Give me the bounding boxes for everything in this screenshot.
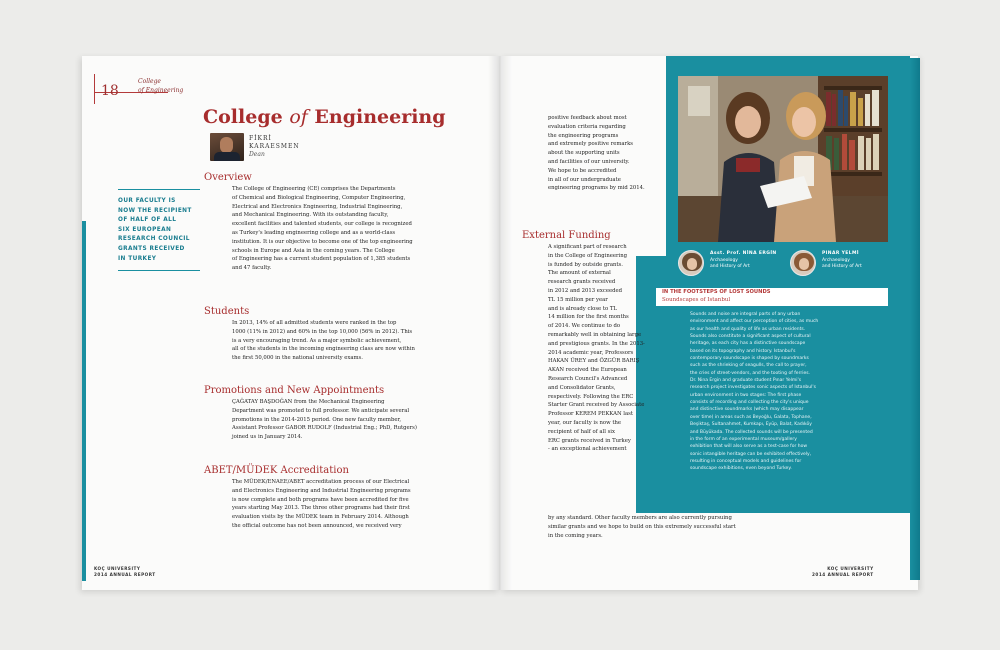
sidebar-text-line: Sounds also constitute a significant aspect of cultural	[690, 334, 811, 340]
right-page	[500, 56, 918, 590]
dean-last-name: KARAESMEN	[249, 143, 300, 150]
title-part-1: College	[203, 106, 290, 128]
sidebar-text-line: based on its topography and history. Istanbul's	[690, 348, 796, 354]
person-1-dept-2: and History of Art	[710, 264, 750, 270]
text-line: promotions in the 2014-2015 period. One new faculty member,	[232, 416, 402, 423]
pull-quote-line: OUR FACULTY IS	[118, 198, 176, 204]
header-rule-vertical	[94, 74, 95, 104]
sidebar-text-line: over time) in areas such as Beyoğlu, Galata, Tophane,	[690, 414, 812, 420]
person-1-name: Asst. Prof. NİNA ERGİN	[710, 251, 777, 256]
text-line: and Consolidator Grants,	[548, 384, 616, 391]
text-line: the official outcome has not been announced, we received very	[232, 522, 402, 529]
person-2-dept-2: and History of Art	[822, 264, 862, 270]
heading-promotions: Promotions and New Appointments	[204, 385, 385, 396]
text-line: positive feedback about most	[548, 115, 627, 121]
text-line: and Mechanical Engineering. With its outstanding faculty,	[232, 212, 389, 219]
text-line: and is already close to TL	[548, 305, 617, 312]
pull-quote-line: RESEARCH COUNCIL	[118, 236, 190, 243]
text-line: Department was promoted to full professor. We anticipate several	[232, 407, 410, 414]
sidebar-text-line: Beşiktaş, Sultanahmet, Kumkapı, Eyüp, Balat, Kadıköy	[690, 422, 812, 428]
person-1-caption	[710, 251, 777, 271]
abet-continued-text	[548, 114, 645, 193]
text-line: 14 million for the first months	[548, 314, 629, 321]
sidebar-text-line: soundscape exhibitions, even beyond Turkey.	[690, 466, 792, 472]
text-line: In 2013, 14% of all admitted students were ranked in the top	[232, 320, 397, 326]
pull-quote	[118, 189, 200, 271]
sidebar-subtitle: Soundscapes of Istanbul	[662, 297, 731, 303]
text-line: Electrical and Electronics Engineering, Industrial Engineering,	[232, 203, 403, 210]
running-header-line-1: College	[138, 78, 161, 85]
text-line: ÇAĞATAY BAŞDOĞAN from the Mechanical Engineering	[232, 399, 385, 405]
text-line: Professor KEREM PEKKAN last	[548, 411, 633, 418]
pull-quote-line: SIX EUROPEAN	[118, 226, 172, 233]
text-line: by any standard. Other faculty members are also currently pursuing	[548, 515, 732, 521]
photo-illustration	[678, 76, 888, 242]
students-text	[232, 319, 415, 363]
avatar-nina-ergin	[678, 250, 704, 276]
text-line: AKAN received the European	[548, 367, 627, 374]
text-line: evaluation visits by the MÜDEK team in February 2014. Although	[232, 514, 409, 521]
sidebar-text-line: resulting in conceptual models and guidelines for	[690, 458, 802, 464]
text-line: schools in Europe and Asia in the coming years. The College	[232, 247, 395, 254]
text-line: Research Council's Advanced	[548, 375, 628, 382]
dean-portrait	[210, 133, 244, 161]
sidebar-text-line: consists of recording and collecting the city's unique	[690, 400, 809, 406]
sidebar-text-line: urban environment in two stages: The first phase	[690, 392, 802, 398]
footer-right-line-2: 2014 ANNUAL REPORT	[812, 572, 874, 577]
running-header-line-2: of Engineering	[138, 87, 184, 94]
text-line: evaluation criteria regarding	[548, 123, 626, 130]
heading-abet: ABET/MÜDEK Accreditation	[204, 465, 349, 476]
heading-overview: Overview	[204, 172, 252, 183]
footer-left-line-1: KOÇ UNIVERSITY	[94, 566, 141, 571]
footer-right	[812, 566, 874, 578]
person-2-name: PINAR YELMİ	[822, 251, 860, 256]
text-line: engineering programs by mid 2014.	[548, 185, 645, 192]
text-line: research grants received	[548, 279, 616, 286]
sidebar-text-line: research project investigates sonic aspects of Istanbul's	[690, 385, 816, 391]
text-line: of 2014. We continue to do	[548, 323, 621, 330]
sidebar-text-line: and Büyükada. The collected sounds will be presented	[690, 429, 813, 435]
dean-caption	[249, 135, 300, 159]
dean-role: Dean	[249, 151, 265, 158]
text-line: The amount of external	[548, 270, 611, 277]
title-part-2: Engineering	[307, 106, 446, 128]
text-line: is a very encouraging trend. As a major symbolic achievement,	[232, 337, 402, 344]
text-line: The College of Engineering (CE) comprises the Departments	[232, 186, 396, 192]
text-line: joined us in January 2014.	[232, 434, 303, 441]
text-line: years starting May 2013. The three other programs had their first	[232, 505, 410, 512]
avatar-pinar-yelmi	[790, 250, 816, 276]
text-line: and Electronics Engineering and Industrial Engineering programs	[232, 487, 411, 494]
text-line: institution. It is our objective to become one of the top engineering	[232, 238, 413, 245]
sidebar-text-line: contemporary soundscape is shaped by soundmarks	[690, 356, 809, 362]
heading-students: Students	[204, 306, 250, 317]
heading-funding: External Funding	[522, 230, 611, 241]
teal-edge-strip	[82, 221, 86, 581]
text-line: respectively. Following the ERC	[548, 393, 634, 400]
sidebar-text-line: the cries of street-vendors, and the tooting of ferries.	[690, 370, 810, 376]
text-line: We hope to be accredited	[548, 167, 617, 174]
sidebar-text-line: exhibition that will also serve as a test-case for how	[690, 444, 808, 450]
text-line: The MÜDEK/ENAEE/ABET accreditation process of our Electrical	[232, 479, 410, 485]
abet-text	[232, 478, 411, 531]
sidebar-text-line: heritage, as each city has a distinctive soundscape	[690, 341, 806, 347]
dean-first-name: FİKRİ	[249, 135, 272, 142]
sidebar-text	[690, 311, 896, 473]
text-line: 2014 academic year, Professors	[548, 349, 634, 356]
footer-left	[94, 566, 156, 578]
footer-left-line-2: 2014 ANNUAL REPORT	[94, 572, 156, 577]
text-line: recipient of half of all six	[548, 428, 615, 435]
text-line: of Chemical and Biological Engineering, Computer Engineering,	[232, 194, 406, 201]
text-line: similar grants and we hope to build on this extremely successful start	[548, 523, 736, 530]
sidebar-text-line: Dr. Nina Ergin and graduate student Pınar Yelmi's	[690, 378, 802, 384]
text-line: is now complete and both programs have been accredited for five	[232, 496, 409, 503]
text-line: A significant part of research	[548, 244, 627, 250]
text-line: all of the students in the incoming engineering class are now within	[232, 346, 415, 353]
text-line: about the supporting units	[548, 150, 620, 157]
sidebar-text-line: sonic intangible heritage can be exhibited effectively,	[690, 451, 812, 457]
text-line: in all of our undergraduate	[548, 176, 621, 183]
text-line: TL 15 million per year	[548, 296, 608, 303]
title-part-of: of	[289, 106, 308, 128]
cover-edge	[910, 58, 920, 580]
pull-quote-line: NOW THE RECIPIENT	[118, 207, 192, 214]
text-line: Starter Grant received by Associate	[548, 402, 645, 409]
sidebar-text-line: and distinctive soundmarks (which may disappear	[690, 407, 804, 413]
funding-text-wide	[548, 514, 736, 540]
text-line: - an exceptional achievement	[548, 446, 627, 453]
funding-text	[548, 243, 645, 454]
sidebar-text-line: environment and affect our perception of cities, as much	[690, 319, 819, 325]
text-line: and 47 faculty.	[232, 265, 272, 272]
pull-quote-line: OF HALF OF ALL	[118, 217, 177, 224]
researchers-photo	[678, 76, 888, 242]
running-header	[138, 77, 183, 95]
text-line: of Engineering has a current student population of 1,385 students	[232, 256, 411, 263]
pull-quote-line: GRANTS RECEIVED	[118, 245, 185, 252]
text-line: and extremely positive remarks	[548, 141, 634, 148]
footer-right-line-1: KOÇ UNIVERSITY	[827, 566, 874, 571]
person-2-caption	[822, 251, 862, 271]
text-line: Assistant Professor GABOR RUDOLF (Industrial Eng.; PhD, Rutgers)	[232, 425, 417, 432]
text-line: year, our faculty is now the	[548, 419, 622, 426]
sidebar-text-line: such as the shrieking of seagulls, the call to prayer,	[690, 363, 807, 369]
sidebar-text-line: as our health and quality of life as urban residents.	[690, 326, 806, 332]
text-line: in the coming years.	[548, 532, 603, 539]
researchers-row	[678, 246, 898, 286]
person-2-dept-1: Archaeology	[822, 257, 850, 263]
person-1-dept-1: Archaeology	[710, 257, 738, 263]
sidebar-text-line: in the form of an experimental museum/gallery	[690, 436, 797, 442]
text-line: the engineering programs	[548, 132, 619, 139]
text-line: remarkably well in obtaining large	[548, 331, 642, 338]
overview-text	[232, 185, 413, 273]
text-line: 1000 (11% in 2012) and 60% in the top 10,000 (56% in 2012). This	[232, 328, 413, 335]
promotions-text	[232, 398, 417, 442]
text-line: excellent facilities and talented students, our college is recognized	[232, 221, 412, 228]
sidebar-title-bar	[656, 288, 888, 306]
pull-quote-line: IN TURKEY	[118, 255, 157, 262]
text-line: in 2012 and 2013 exceeded	[548, 287, 623, 294]
text-line: HAKAN ÜREY and ÖZGÜR BARIŞ	[548, 358, 640, 365]
sidebar-kicker: IN THE FOOTSTEPS OF LOST SOUNDS	[662, 289, 771, 295]
sidebar-text-line: Sounds and noise are integral parts of any urban	[690, 312, 801, 317]
left-page	[82, 56, 500, 590]
text-line: and prestigious grants. In the 2013-	[548, 340, 645, 347]
text-line: is funded by outside grants.	[548, 261, 623, 268]
text-line: as Turkey's leading engineering college and as a world-class	[232, 229, 396, 236]
text-line: and facilities of our university.	[548, 158, 630, 165]
page-number: 18	[101, 83, 119, 99]
text-line: in the College of Engineering	[548, 252, 628, 259]
page-title	[203, 106, 446, 128]
text-line: ERC grants received in Turkey	[548, 437, 631, 444]
text-line: the first 50,000 in the national university exams.	[232, 355, 363, 362]
